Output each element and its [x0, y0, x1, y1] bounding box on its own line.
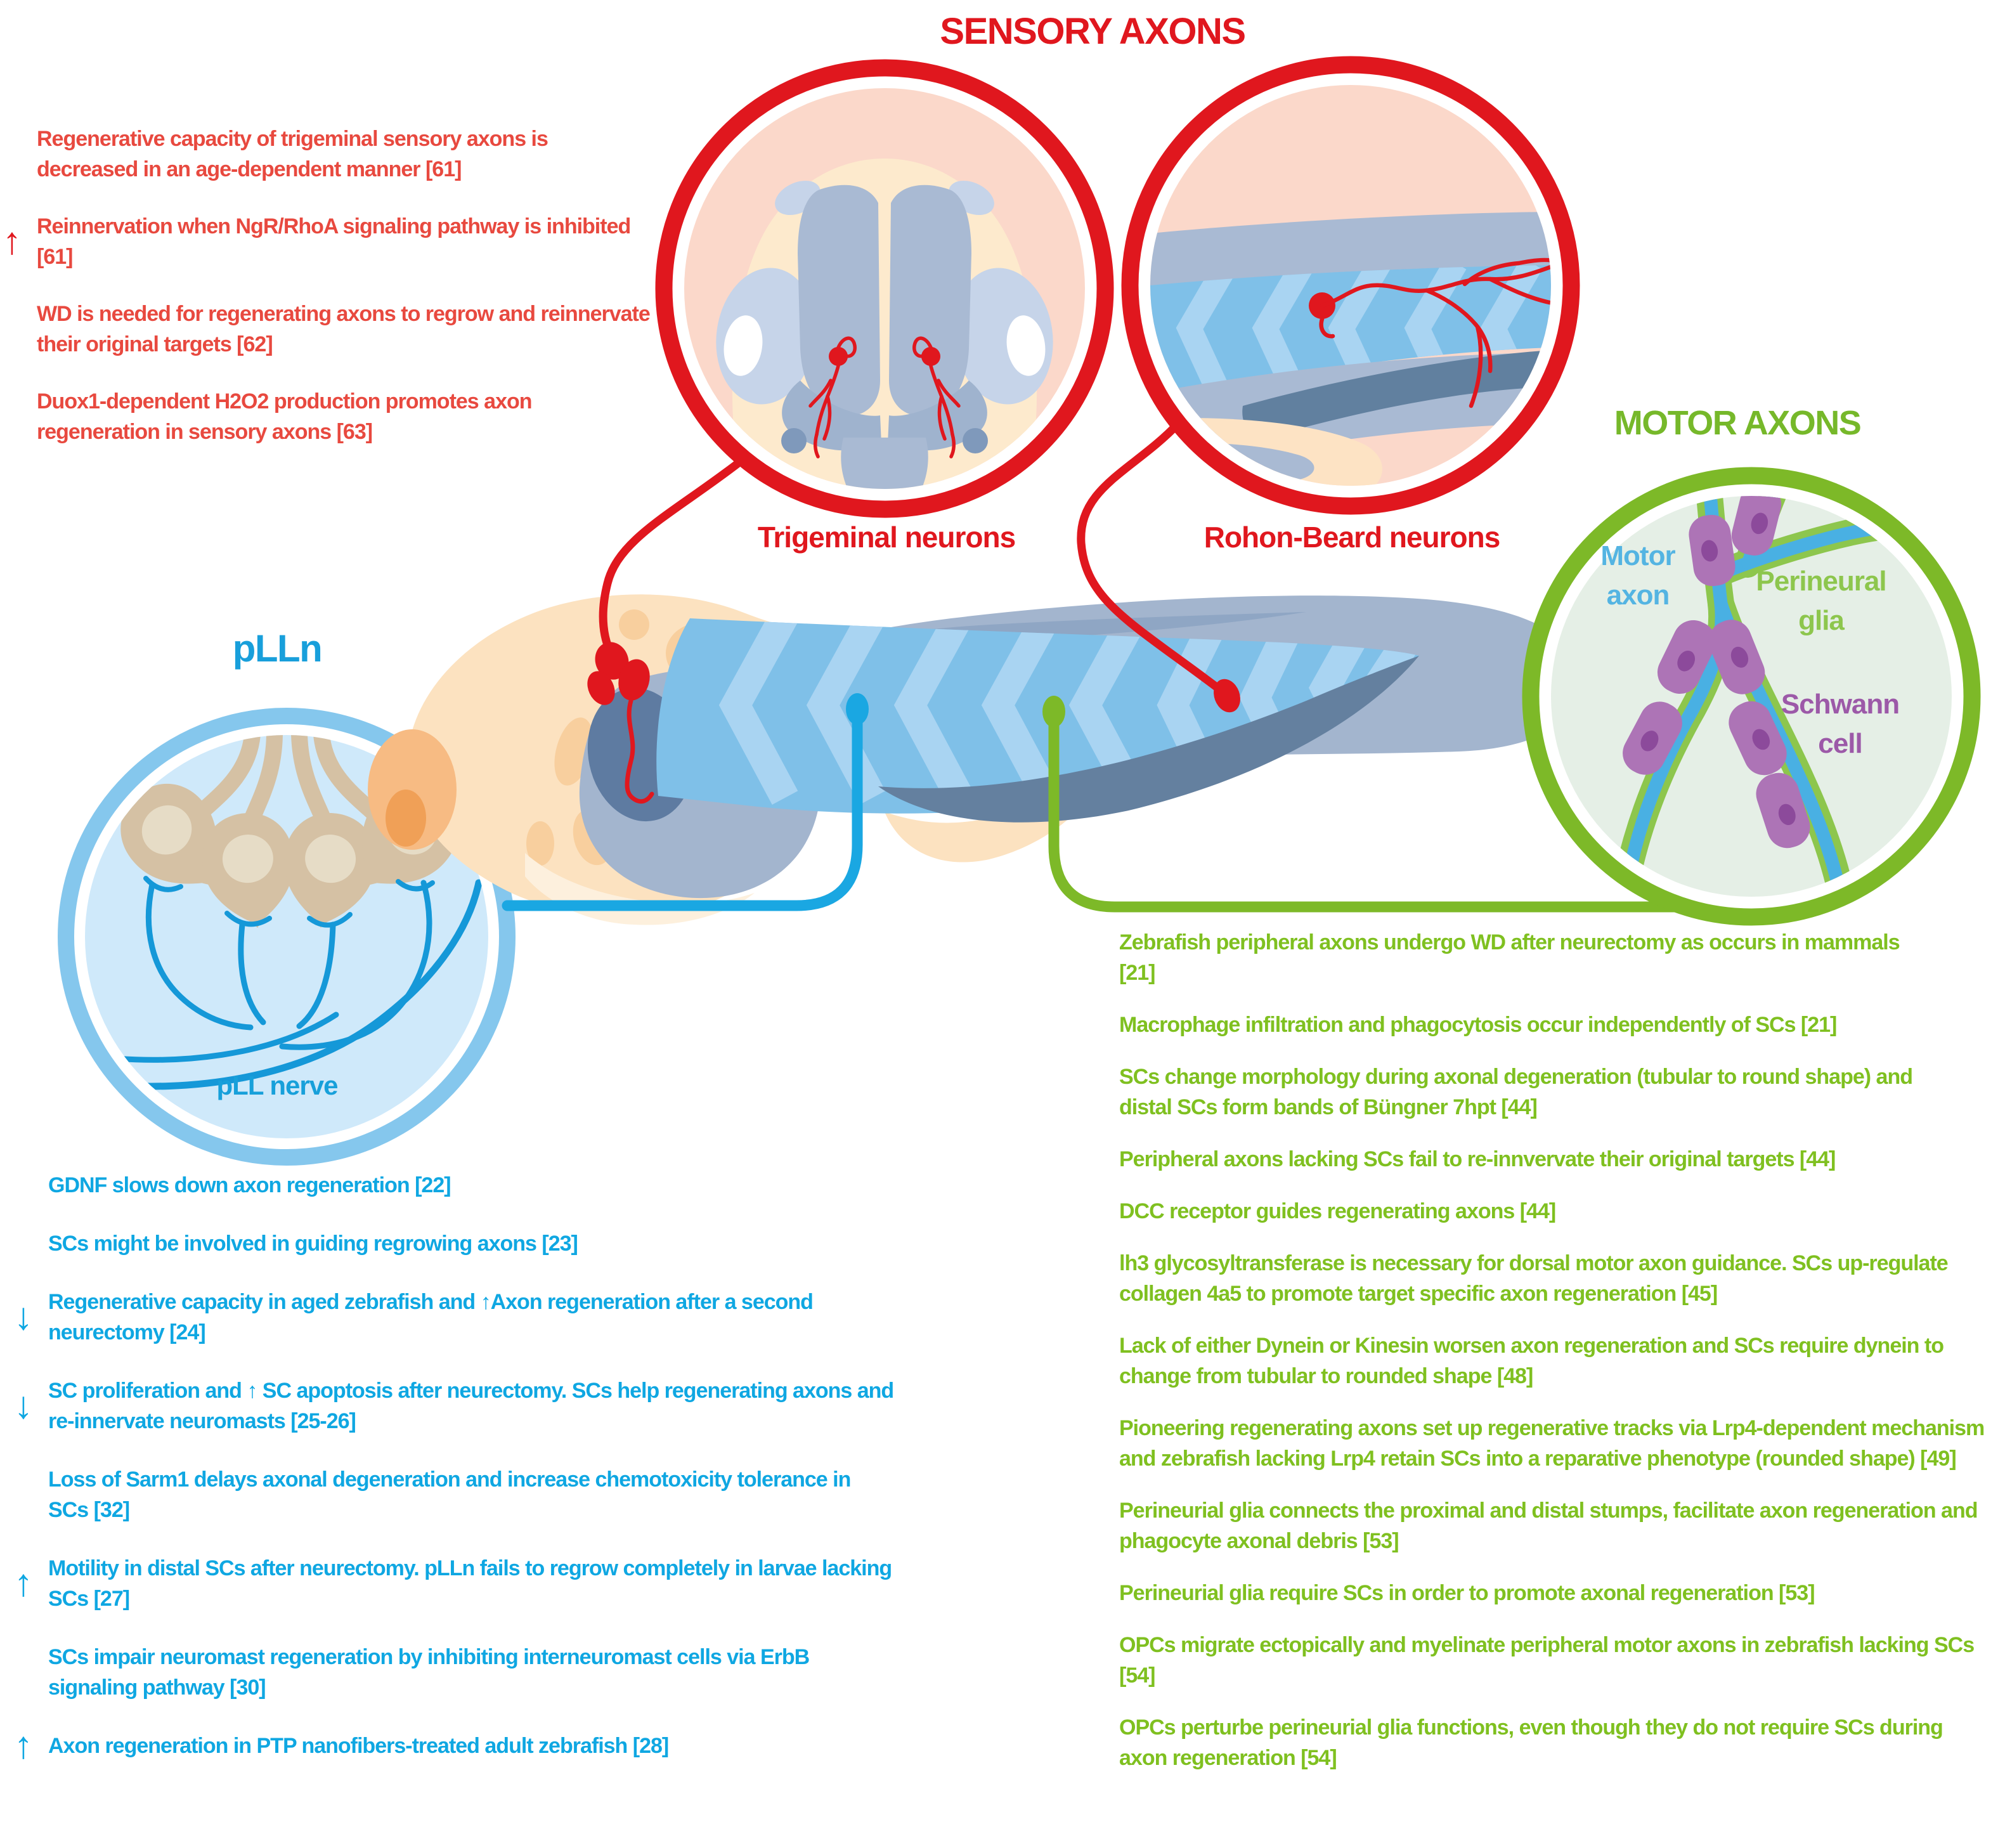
motor-note-2: Macrophage infiltration and phagocytosis occur independently of SCs [21]	[1119, 1013, 1837, 1037]
motor-notes-list	[1119, 927, 2005, 1795]
rohon-beard-inset-circle	[1130, 65, 1571, 512]
motor-connector-dot	[1042, 696, 1065, 727]
plln-note-7	[48, 1642, 873, 1703]
motor-note-8: Pioneering regenerating axons set up regenerative tracks via Lrp4-dependent mechanism and zebrafish lacking Lrp4 retain SCs into a reparative phenotype (rounded shape) [49]	[1119, 1416, 1985, 1471]
plln-note-4	[14, 1376, 911, 1436]
note-text: Axon regeneration in PTP nanofibers-treated adult zebrafish [28]	[48, 1734, 669, 1758]
plln-connector-dot	[846, 693, 869, 725]
down-arrow-icon: ↓	[14, 1384, 33, 1427]
note-text: Regenerative capacity in aged zebrafish and ↑Axon regeneration after a second neurectomy [24]	[48, 1290, 813, 1344]
note-text: Loss of Sarm1 delays axonal degeneration and increase chemotoxicity tolerance in SCs [32]	[48, 1467, 851, 1522]
motor-note-4: Peripheral axons lacking SCs fail to re-innvervate their original targets [44]	[1119, 1147, 1836, 1171]
down-arrow-icon: ↓	[14, 1295, 33, 1338]
fish-eye-inner	[386, 790, 426, 847]
motor-note-1: Zebrafish peripheral axons undergo WD after neurectomy as occurs in mammals [21]	[1119, 930, 1900, 985]
pll-nerve-label: pLL nerve	[216, 1070, 338, 1100]
motor-note-6: lh3 glycosyltransferase is necessary for dorsal motor axon guidance. SCs up-regulate collagen 4a5 to promote target specific axon regeneration [45]	[1119, 1251, 1948, 1306]
note-text: SC proliferation and ↑ SC apoptosis after neurectomy. SCs help regenerating axons and re-innervate neuromasts [25-26]	[48, 1379, 894, 1433]
motor-note-10: Perineurial glia require SCs in order to promote axonal regeneration [53]	[1119, 1581, 1815, 1605]
sensory-notes-list	[3, 124, 652, 474]
motor-axon-label: Motor axon	[1600, 540, 1675, 611]
plln-note-6	[14, 1553, 911, 1614]
plln-note-8	[14, 1724, 911, 1767]
motor-note-11: OPCs migrate ectopically and myelinate peripheral motor axons in zebrafish lacking SCs [54]	[1119, 1633, 1975, 1688]
plln-note-2	[48, 1228, 911, 1259]
motor-note-5: DCC receptor guides regenerating axons [44]	[1119, 1199, 1556, 1223]
rohon-beard-neurons-label: Rohon-Beard neurons	[1204, 521, 1500, 554]
plln-notes-list	[14, 1170, 911, 1789]
up-arrow-icon: ↑	[14, 1724, 33, 1767]
plln-note-5	[48, 1464, 873, 1525]
sensory-note-1	[37, 124, 652, 185]
up-arrow-icon: ↑	[3, 219, 22, 263]
note-text: WD is needed for regenerating axons to regrow and reinnervate their original targets [62]	[37, 302, 650, 356]
note-text: Reinnervation when NgR/RhoA signaling pathway is inhibited [61]	[37, 214, 631, 269]
trigeminal-neurons-label: Trigeminal neurons	[757, 521, 1016, 554]
note-text: Duox1-dependent H2O2 production promotes axon regeneration in sensory axons [63]	[37, 389, 532, 444]
note-text: GDNF slows down axon regeneration [22]	[48, 1173, 451, 1197]
motor-note-12: OPCs perturbe perineurial glia functions, even though they do not require SCs during axon regeneration [54]	[1119, 1715, 1943, 1770]
trigeminal-inset-circle	[664, 68, 1105, 511]
plln-note-3	[14, 1287, 911, 1348]
sensory-note-4	[37, 386, 652, 447]
plln-note-1	[48, 1170, 911, 1201]
note-text: SCs impair neuromast regeneration by inhibiting interneuromast cells via ErbB signaling pathway [30]	[48, 1645, 810, 1700]
motor-note-9: Perineurial glia connects the proximal and distal stumps, facilitate axon regeneration and phagocyte axonal debris [53]	[1119, 1499, 1978, 1553]
motor-note-3: SCs change morphology during axonal degeneration (tubular to round shape) and distal SCs form bands of Büngner 7hpt [44]	[1119, 1065, 1912, 1119]
plln-title: pLLn	[232, 627, 322, 670]
sensory-note-3	[37, 299, 652, 360]
schwann-cell-label: Schwann cell	[1781, 689, 1900, 759]
zebrafish-illustration	[368, 594, 1581, 925]
up-arrow-icon: ↑	[14, 1561, 33, 1604]
motor-axons-title: MOTOR AXONS	[1614, 404, 1861, 442]
sensory-note-2	[3, 211, 652, 272]
motor-inset-circle	[1531, 422, 1972, 917]
sensory-axons-title: SENSORY AXONS	[940, 11, 1245, 52]
motor-note-7: Lack of either Dynein or Kinesin worsen axon regeneration and SCs require dynein to change from tubular to rounded shape [48]	[1119, 1334, 1943, 1388]
note-text: Regenerative capacity of trigeminal sensory axons is decreased in an age-dependent manner [61]	[37, 127, 548, 181]
note-text: SCs might be involved in guiding regrowing axons [23]	[48, 1232, 578, 1256]
note-text: Motility in distal SCs after neurectomy. pLLn fails to regrow completely in larvae lacking SCs [27]	[48, 1556, 892, 1611]
perineural-glia-label: Perineural glia	[1756, 566, 1886, 636]
